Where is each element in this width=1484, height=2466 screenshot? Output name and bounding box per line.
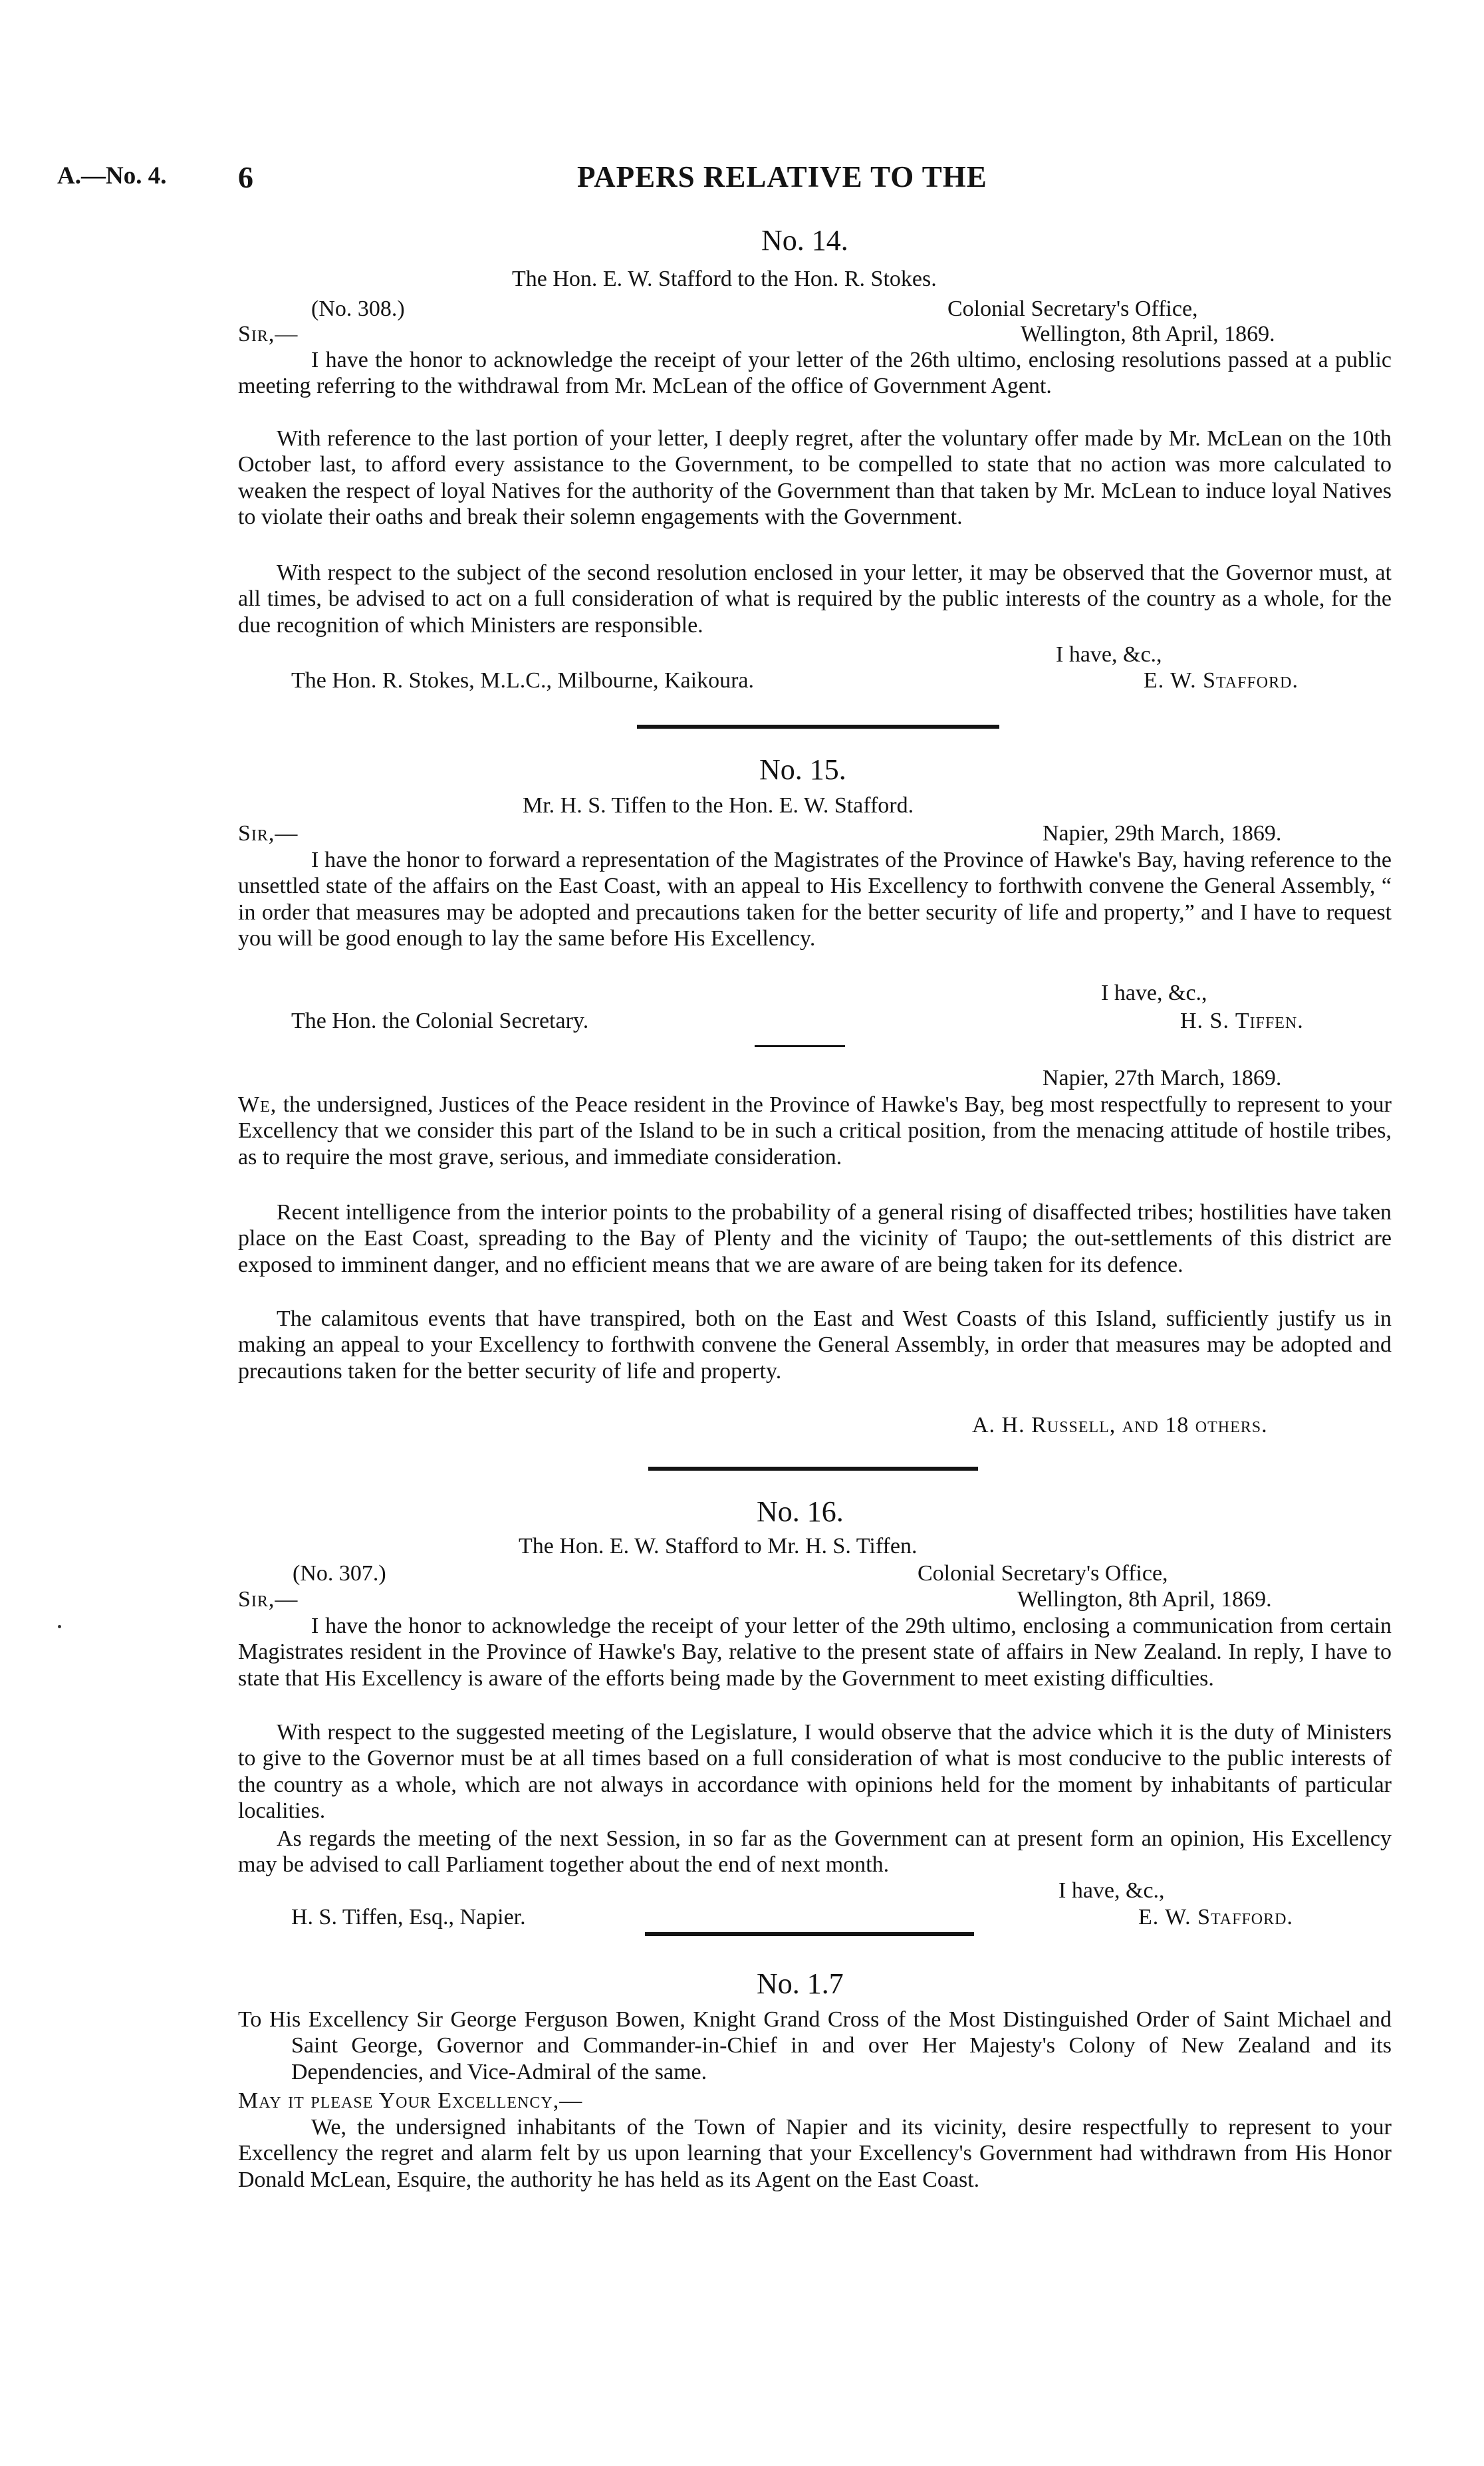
- doc16-closing: I have, &c.,: [1058, 1878, 1165, 1903]
- doc16-title: The Hon. E. W. Stafford to Mr. H. S. Tiffen.: [519, 1534, 918, 1558]
- header-reference: A.—No. 4.: [57, 162, 167, 189]
- doc17-address-text: To His Excellency Sir George Ferguson Bowen, Knight Grand Cross of the Most Distinguished Order of Saint Michael and Saint George, Governor and Commander-in-Chief in and over Her Majesty's Colony of New Zealand and its Dependencies, and Vice-Admiral of the same.: [238, 2007, 1392, 2084]
- doc17-salutation: May it please Your Excellency,—: [238, 2088, 583, 2113]
- doc14-ref-no: (No. 308.): [311, 297, 405, 321]
- doc14-title: The Hon. E. W. Stafford to the Hon. R. Stokes.: [512, 267, 937, 291]
- section-divider: [648, 1467, 978, 1471]
- doc16-paragraph-2: With respect to the suggested meeting of the Legislature, I would observe that the advice which it is the duty of Ministers to give to the Governor must be at all times based on a full consideration of what is most conducive to the public interests of the country as a whole, which are not always in accordance with opinions held for the moment by inhabitants of particular localities.: [238, 1720, 1392, 1824]
- doc16-salutation: Sir,—: [238, 1587, 299, 1612]
- doc15-number: No. 15.: [759, 753, 846, 786]
- doc14-paragraph-3: With respect to the subject of the second resolution enclosed in your letter, it may be observed that the Governor must, at all times, be advised to act on a full consideration of what is required by the public interests of the country as a whole, for the due recognition of which Ministers are responsible.: [238, 560, 1392, 638]
- doc16-ref-no: (No. 307.): [293, 1561, 386, 1586]
- enclosure-paragraph-3: The calamitous events that have transpired, both on the East and West Coasts of this Island, sufficiently justify us in making an appeal to your Excellency to forthwith convene the General Assembly, in order that measures may be adopted and precautions taken for the better security of life and property.: [238, 1306, 1392, 1384]
- section-divider: [645, 1932, 974, 1936]
- doc17-address: [238, 2007, 1392, 2085]
- doc15-closing: I have, &c.,: [1101, 981, 1207, 1005]
- doc17-paragraph: We, the undersigned inhabitants of the Town of Napier and its vicinity, desire respectfully to represent to your Excellency the regret and alarm felt by us upon learning that your Excellency's Government had withdrawn from His Honor Donald McLean, Esquire, the authority he has held as its Agent on the East Coast.: [238, 2115, 1392, 2192]
- doc14-salutation: Sir,—: [238, 322, 299, 346]
- doc14-number: No. 14.: [761, 224, 848, 257]
- doc16-place-date: Wellington, 8th April, 1869.: [1017, 1587, 1272, 1612]
- margin-mark: [58, 1625, 61, 1628]
- doc14-paragraph-2: With reference to the last portion of your letter, I deeply regret, after the voluntary offer made by Mr. McLean on the 10th October last, to afford every assistance to the Government, to be compelled to state that no action was more calculated to weaken the respect of loyal Natives for the authority of the Government than that taken by Mr. McLean to induce loyal Natives to violate their oaths and break their solemn engagements with the Government.: [238, 426, 1392, 530]
- doc14-signature: E. W. Stafford.: [1144, 668, 1298, 693]
- doc16-addressee: H. S. Tiffen, Esq., Napier.: [291, 1905, 526, 1929]
- enclosure-signature: A. H. Russell, and 18 others.: [972, 1413, 1268, 1437]
- doc14-addressee: The Hon. R. Stokes, M.L.C., Milbourne, Kaikoura.: [291, 668, 754, 693]
- section-divider: [637, 725, 999, 729]
- doc15-addressee: The Hon. the Colonial Secretary.: [291, 1009, 589, 1033]
- doc16-number: No. 16.: [757, 1495, 844, 1528]
- doc16-signature: E. W. Stafford.: [1138, 1905, 1293, 1929]
- doc15-title: Mr. H. S. Tiffen to the Hon. E. W. Stafford.: [523, 793, 914, 818]
- doc16-paragraph-3: As regards the meeting of the next Session, in so far as the Government can at present form an opinion, His Excellency may be advised to call Parliament together about the end of next month.: [238, 1826, 1392, 1878]
- doc14-office: Colonial Secretary's Office,: [947, 297, 1198, 321]
- doc15-paragraph: I have the honor to forward a representation of the Magistrates of the Province of Hawke's Bay, having reference to the unsettled state of the affairs on the East Coast, with an appeal to His Excellency to forthwith convene the General Assembly, “ in order that measures may be adopted and precautions taken for the better security of life and property,” and I have to request you will be good enough to lay the same before His Excellency.: [238, 848, 1392, 951]
- enclosure-paragraph-2: Recent intelligence from the interior points to the probability of a general rising of disaffected tribes; hostilities have taken place on the East Coast, spreading to the Bay of Plenty and the vicinity of Taupo; the out-settlements of this district are exposed to imminent danger, and no efficient means that we are aware of are being taken for its defence.: [238, 1200, 1392, 1277]
- doc16-office: Colonial Secretary's Office,: [918, 1561, 1168, 1586]
- header-page-number: 6: [238, 160, 253, 194]
- enclosure-place-date: Napier, 27th March, 1869.: [1043, 1066, 1282, 1090]
- enclosure-paragraph-1-text: the undersigned, Justices of the Peace resident in the Province of Hawke's Bay, beg most respectfully to represent to your Excellency that we consider this part of the Island to be in such a critical position, from the menacing attitude of hostile tribes, as to require the most grave, serious, and immediate consideration.: [238, 1092, 1392, 1170]
- doc15-salutation: Sir,—: [238, 821, 299, 846]
- doc15-signature: H. S. Tiffen.: [1180, 1009, 1304, 1033]
- enclosure-divider: [755, 1045, 845, 1047]
- doc15-place-date: Napier, 29th March, 1869.: [1043, 821, 1282, 846]
- header-title: PAPERS RELATIVE TO THE: [577, 160, 987, 193]
- doc17-number: No. 1.7: [757, 1967, 844, 2000]
- doc16-paragraph-1: I have the honor to acknowledge the receipt of your letter of the 29th ultimo, enclosing a communication from certain Magistrates resident in the Province of Hawke's Bay, relative to the present state of affairs in New Zealand. In reply, I have to state that His Excellency is aware of the efforts being made by the Government to meet existing difficulties.: [238, 1614, 1392, 1691]
- enclosure-lead-word: We,: [238, 1092, 277, 1117]
- doc14-paragraph-1: I have the honor to acknowledge the receipt of your letter of the 26th ultimo, enclosing resolutions passed at a public meeting referring to the withdrawal from Mr. McLean of the office of Government Agent.: [238, 348, 1392, 399]
- doc14-place-date: Wellington, 8th April, 1869.: [1021, 322, 1275, 346]
- enclosure-paragraph-1: [238, 1092, 1392, 1170]
- doc14-closing: I have, &c.,: [1056, 642, 1162, 667]
